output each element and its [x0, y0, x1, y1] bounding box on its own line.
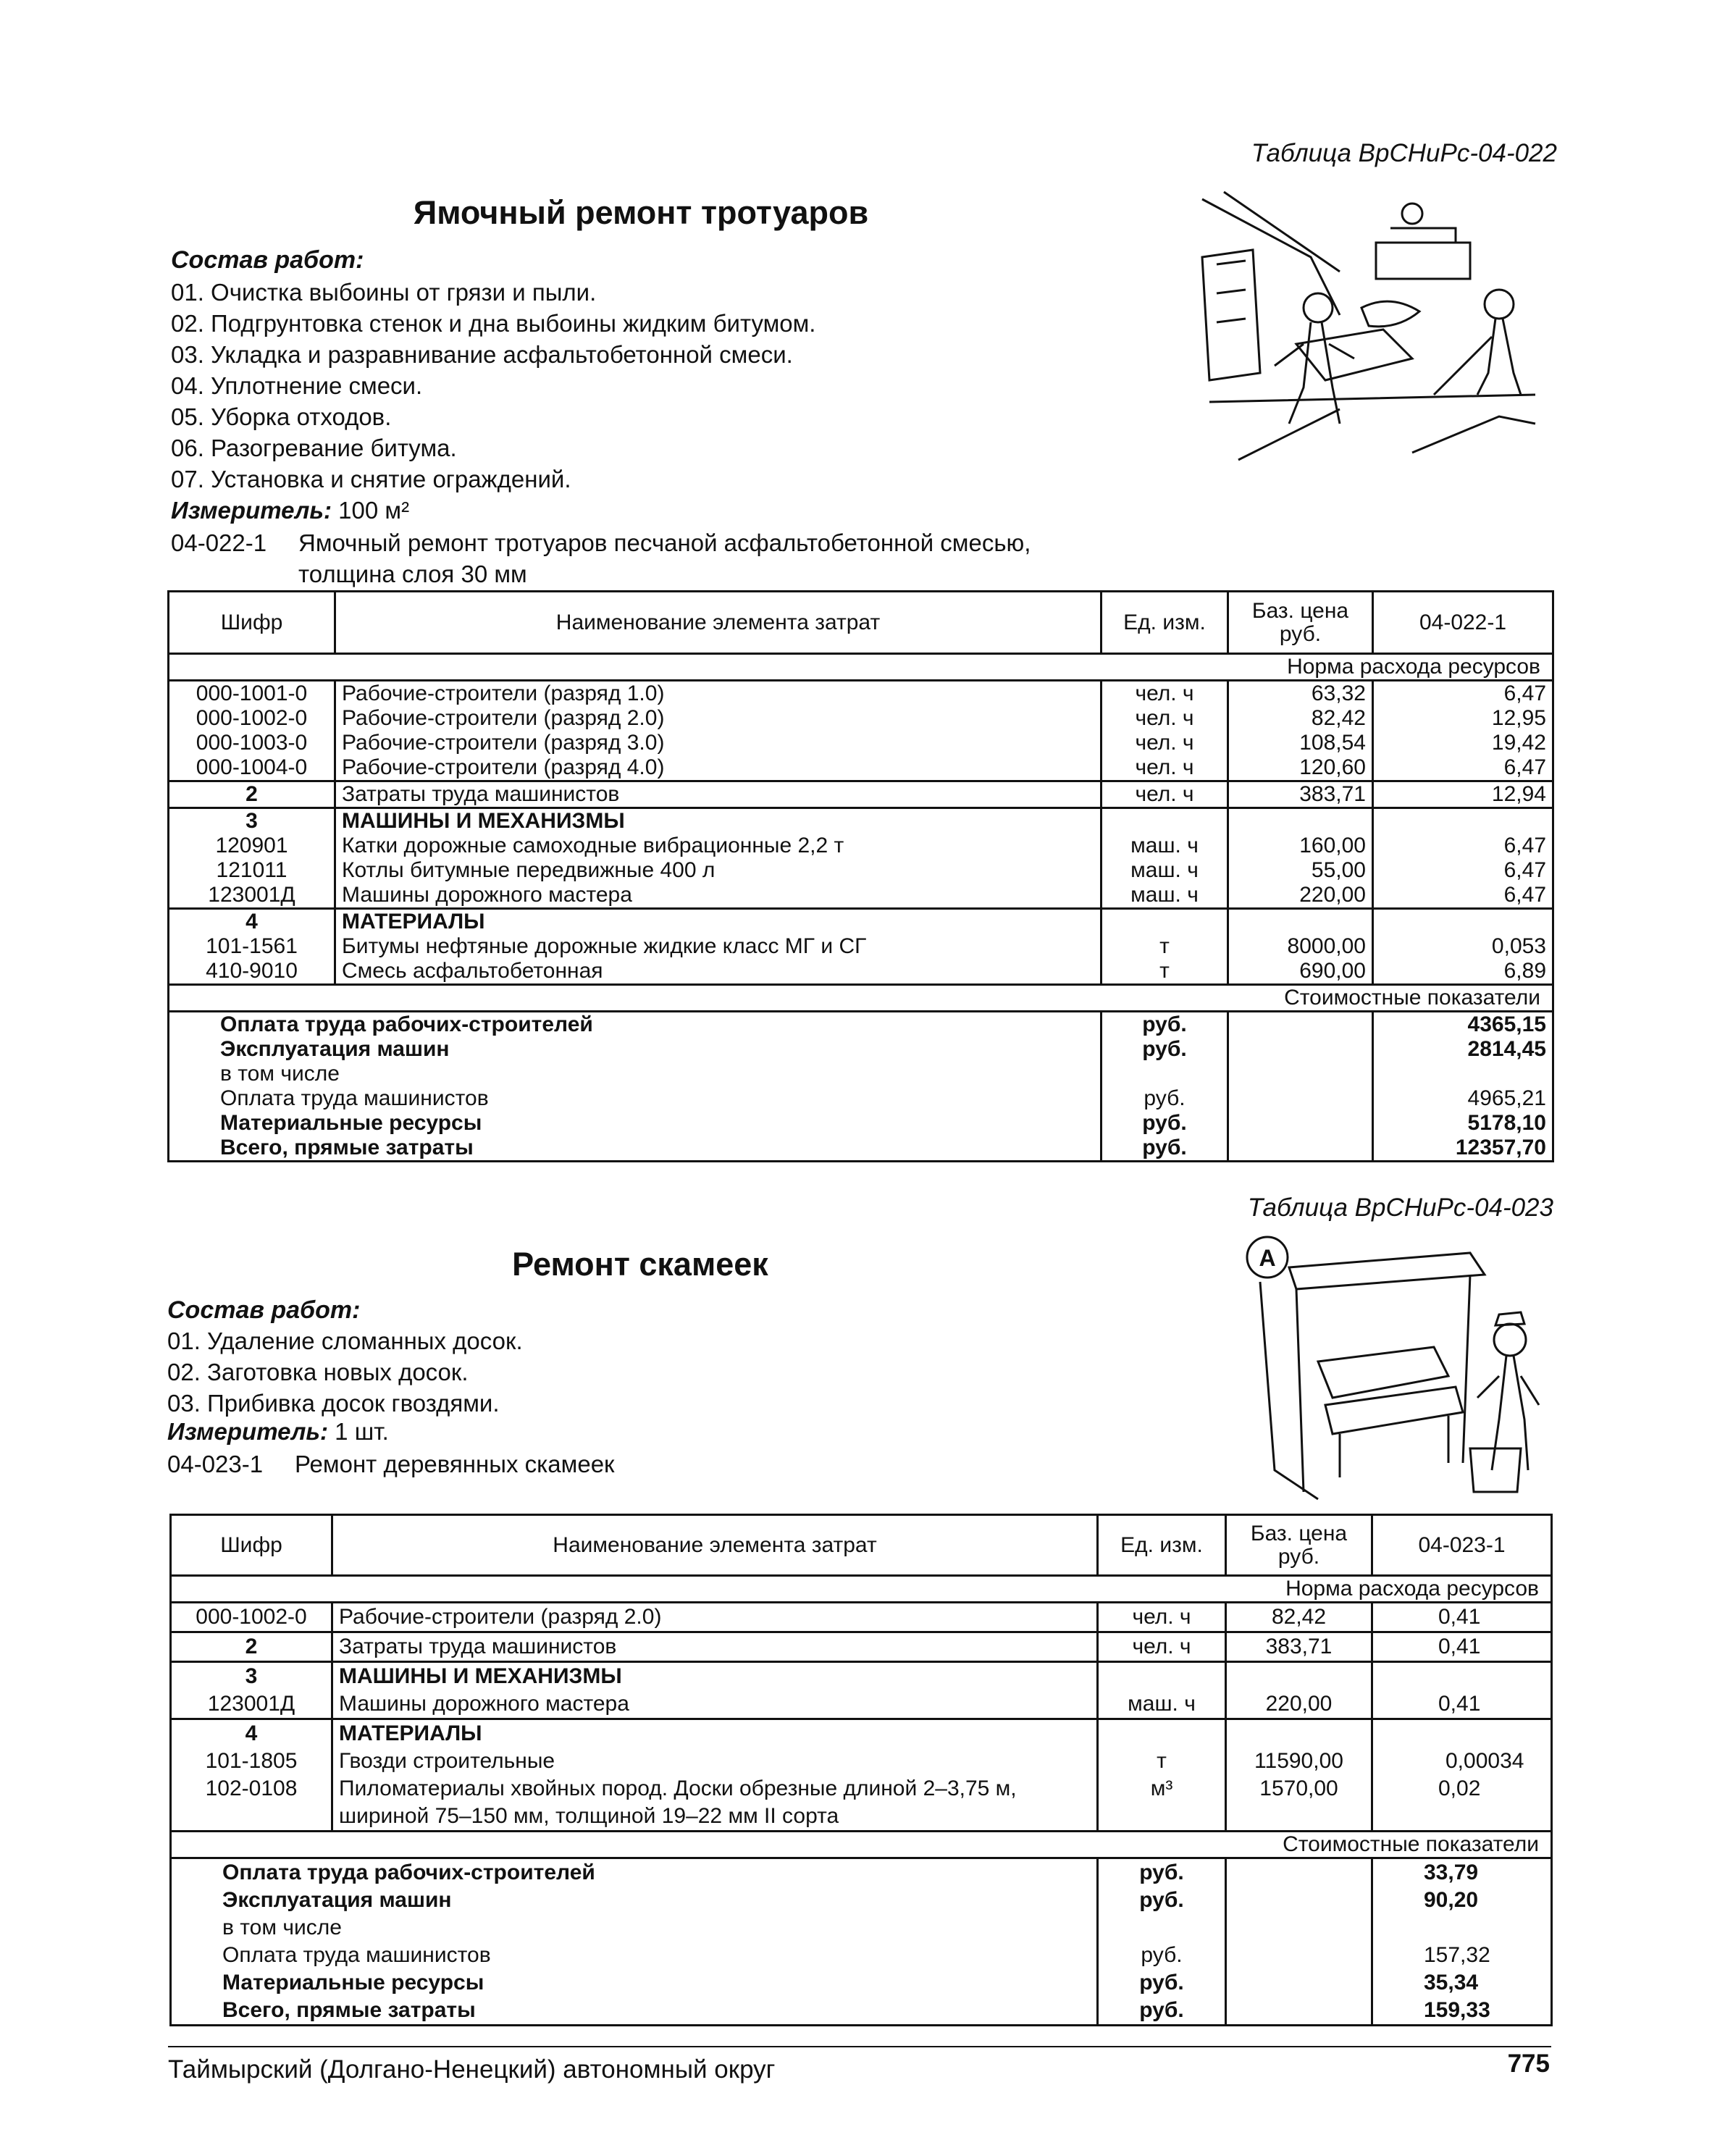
cost-row: [169, 1136, 1553, 1162]
table-row: [169, 808, 1553, 834]
header-name: Наименование элемента затрат: [335, 592, 1102, 654]
cell-unit: чел. ч: [1102, 706, 1228, 731]
cell-price: 82,42: [1228, 706, 1373, 731]
header-name: Наименование элемента затрат: [332, 1515, 1098, 1576]
cost-row: [171, 1969, 1552, 1997]
cost-row: [169, 1037, 1553, 1062]
cost-unit: руб.: [1102, 1037, 1228, 1062]
table-row: [169, 681, 1553, 707]
cost-name: в том числе: [169, 1062, 1102, 1086]
table-row: [171, 1603, 1552, 1632]
cost-value: 33,79: [1372, 1858, 1552, 1887]
cost-label: Стоимостные показатели: [169, 985, 1553, 1012]
cost-name: Всего, прямые затраты: [169, 1136, 1102, 1162]
cell-price: 1570,00: [1226, 1775, 1372, 1832]
resource-table: [167, 590, 1554, 1162]
cell-value: 12,94: [1373, 781, 1553, 808]
cost-row: [169, 1111, 1553, 1136]
table-row: [169, 883, 1553, 909]
cell-price: [1228, 808, 1373, 834]
table-row: [169, 781, 1553, 808]
cell-name: Рабочие-строители (разряд 2.0): [332, 1603, 1098, 1632]
table-row: [169, 934, 1553, 959]
cell-name: Пиломатериалы хвойных пород. Доски обрезные длиной 2–3,75 м, шириной 75–150 мм, толщиной 19–22 мм II сорта: [332, 1775, 1098, 1832]
resource-table: [169, 1514, 1553, 2026]
cell-name: МАШИНЫ И МЕХАНИЗМЫ: [332, 1662, 1098, 1691]
cell-price: 11590,00: [1226, 1748, 1372, 1775]
cost-value: 4965,21: [1373, 1086, 1553, 1111]
rate-code: 04-022-1: [171, 529, 267, 556]
table-row: [169, 706, 1553, 731]
table-header: [169, 592, 1553, 654]
cost-row: [169, 1086, 1553, 1111]
cell-name: Гвозди строительные: [332, 1748, 1098, 1775]
cost-empty: [1226, 1969, 1372, 1997]
cost-row: [171, 1942, 1552, 1969]
cell-price: 160,00: [1228, 834, 1373, 858]
cost-row: [171, 1914, 1552, 1942]
cell-value: 6,47: [1373, 834, 1553, 858]
cost-section-row: [171, 1832, 1552, 1858]
cell-price: 63,32: [1228, 681, 1373, 707]
meter: [171, 497, 409, 524]
cost-value: [1373, 1062, 1553, 1086]
cell-name: Смесь асфальтобетонная: [335, 959, 1102, 985]
cost-value: [1372, 1914, 1552, 1942]
cell-value: 0,41: [1372, 1632, 1552, 1662]
composition-item: 06. Разогревание битума.: [171, 435, 457, 461]
section-title: Ремонт скамеек: [512, 1246, 768, 1283]
composition-item: 01. Удаление сломанных досок.: [167, 1327, 523, 1354]
composition-label: Состав работ:: [171, 246, 364, 274]
cell-code: 123001Д: [169, 883, 335, 909]
cell-value: 19,42: [1373, 731, 1553, 755]
cost-name: Оплата труда рабочих-строителей: [169, 1012, 1102, 1038]
footer-divider: [168, 2046, 1551, 2047]
cell-code: 120901: [169, 834, 335, 858]
cell-price: [1228, 909, 1373, 935]
composition-item: 05. Уборка отходов.: [171, 403, 392, 430]
header-rate: 04-023-1: [1372, 1515, 1552, 1576]
cell-unit: [1098, 1719, 1226, 1748]
table-number: Таблица ВрСНиРс-04-023: [1247, 1194, 1553, 1222]
cost-row: [171, 1997, 1552, 2026]
composition-item: 07. Установка и снятие ограждений.: [171, 466, 571, 492]
cell-unit: чел. ч: [1098, 1632, 1226, 1662]
cost-unit: руб.: [1098, 1887, 1226, 1914]
cell-price: [1226, 1662, 1372, 1691]
cost-value: 4365,15: [1373, 1012, 1553, 1038]
table-row: [169, 731, 1553, 755]
cost-name: Оплата труда рабочих-строителей: [171, 1858, 1098, 1887]
cell-price: 690,00: [1228, 959, 1373, 985]
cost-empty: [1226, 1997, 1372, 2026]
cell-unit: т: [1102, 959, 1228, 985]
cost-value: 35,34: [1372, 1969, 1552, 1997]
cell-name: Машины дорожного мастера: [332, 1690, 1098, 1719]
cell-value: 12,95: [1373, 706, 1553, 731]
cell-code: 4: [169, 909, 335, 935]
table-row: [169, 959, 1553, 985]
cell-value: 6,47: [1373, 883, 1553, 909]
cost-name: Эксплуатация машин: [169, 1037, 1102, 1062]
cost-unit: [1102, 1062, 1228, 1086]
cell-value: 6,47: [1373, 755, 1553, 781]
header-code: Шифр: [171, 1515, 332, 1576]
section-title: Ямочный ремонт тротуаров: [413, 194, 869, 231]
cost-row: [171, 1887, 1552, 1914]
cell-name: Машины дорожного мастера: [335, 883, 1102, 909]
cost-row: [171, 1858, 1552, 1887]
cell-price: 220,00: [1226, 1690, 1372, 1719]
norm-label: Норма расхода ресурсов: [171, 1576, 1552, 1603]
cell-value: [1373, 808, 1553, 834]
meter-label: Измеритель:: [171, 497, 332, 524]
cost-empty: [1228, 1037, 1373, 1062]
cost-unit: руб.: [1102, 1086, 1228, 1111]
cell-value: 6,47: [1373, 681, 1553, 707]
header-price: Баз. цена руб.: [1228, 592, 1373, 654]
cell-price: 82,42: [1226, 1603, 1372, 1632]
cell-price: 383,71: [1226, 1632, 1372, 1662]
footer-region: Таймырский (Долгано-Ненецкий) автономный округ: [168, 2055, 776, 2084]
table-row: [169, 834, 1553, 858]
cost-row: [169, 1012, 1553, 1038]
table-row: [171, 1632, 1552, 1662]
cell-unit: чел. ч: [1098, 1603, 1226, 1632]
table-row: [171, 1690, 1552, 1719]
cell-unit: [1098, 1662, 1226, 1691]
table-row: [171, 1748, 1552, 1775]
table-row: [169, 909, 1553, 935]
cost-name: Оплата труда машинистов: [171, 1942, 1098, 1969]
cell-code: 123001Д: [171, 1690, 332, 1719]
cell-code: 101-1561: [169, 934, 335, 959]
cell-value: 0,053: [1373, 934, 1553, 959]
rate-name: Ремонт деревянных скамеек: [295, 1451, 615, 1477]
composition-item: 03. Прибивка досок гвоздями.: [167, 1390, 500, 1417]
cost-value: 2814,45: [1373, 1037, 1553, 1062]
cell-code: 3: [171, 1662, 332, 1691]
cell-code: 101-1805: [171, 1748, 332, 1775]
cell-unit: маш. ч: [1102, 834, 1228, 858]
cell-price: 8000,00: [1228, 934, 1373, 959]
cell-unit: маш. ч: [1098, 1690, 1226, 1719]
cell-unit: чел. ч: [1102, 681, 1228, 707]
cell-name: Затраты труда машинистов: [332, 1632, 1098, 1662]
cost-unit: руб.: [1102, 1012, 1228, 1038]
header-unit: Ед. изм.: [1102, 592, 1228, 654]
cell-value: 0,41: [1372, 1603, 1552, 1632]
cell-unit: т: [1102, 934, 1228, 959]
cost-unit: руб.: [1102, 1136, 1228, 1162]
table-row: [171, 1775, 1552, 1832]
cost-value: 90,20: [1372, 1887, 1552, 1914]
cost-unit: [1098, 1914, 1226, 1942]
cost-label: Стоимостные показатели: [171, 1832, 1552, 1858]
cost-name: Оплата труда машинистов: [169, 1086, 1102, 1111]
cell-name: Катки дорожные самоходные вибрационные 2,2 т: [335, 834, 1102, 858]
cell-name: Затраты труда машинистов: [335, 781, 1102, 808]
cell-price: 220,00: [1228, 883, 1373, 909]
composition-list: [171, 277, 815, 495]
table-row: [171, 1662, 1552, 1691]
cost-name: Материальные ресурсы: [169, 1111, 1102, 1136]
cost-unit: руб.: [1102, 1111, 1228, 1136]
cell-name: Рабочие-строители (разряд 4.0): [335, 755, 1102, 781]
cell-code: 121011: [169, 858, 335, 883]
cell-value: 6,89: [1373, 959, 1553, 985]
meter-label: Измеритель:: [167, 1418, 328, 1445]
composition-item: 03. Укладка и разравнивание асфальтобетонной смеси.: [171, 341, 793, 368]
cell-value: 0,00034: [1372, 1748, 1552, 1775]
illustration-letter: A: [1259, 1245, 1276, 1271]
cell-code: 000-1001-0: [169, 681, 335, 707]
cost-unit: руб.: [1098, 1858, 1226, 1887]
cost-name: Материальные ресурсы: [171, 1969, 1098, 1997]
norm-label: Норма расхода ресурсов: [169, 654, 1553, 681]
cell-value: 0,02: [1372, 1775, 1552, 1832]
cell-name: Рабочие-строители (разряд 3.0): [335, 731, 1102, 755]
cell-code: 000-1004-0: [169, 755, 335, 781]
cost-value: 5178,10: [1373, 1111, 1553, 1136]
cost-empty: [1228, 1012, 1373, 1038]
table-row: [171, 1719, 1552, 1748]
bench-repair-illustration: [1231, 1231, 1550, 1506]
cell-name: Рабочие-строители (разряд 2.0): [335, 706, 1102, 731]
composition-item: 04. Уплотнение смеси.: [171, 372, 423, 399]
rate-name: Ямочный ремонт тротуаров песчаной асфальтобетонной смесью,: [298, 529, 1031, 556]
rate-code: 04-023-1: [167, 1451, 264, 1477]
composition-item: 02. Заготовка новых досок.: [167, 1359, 469, 1385]
cost-empty: [1226, 1887, 1372, 1914]
cost-section-row: [169, 985, 1553, 1012]
cell-name: Рабочие-строители (разряд 1.0): [335, 681, 1102, 707]
cell-unit: чел. ч: [1102, 781, 1228, 808]
cell-unit: [1102, 808, 1228, 834]
cost-unit: руб.: [1098, 1997, 1226, 2026]
cost-value: 157,32: [1372, 1942, 1552, 1969]
cell-value: [1373, 909, 1553, 935]
cost-empty: [1228, 1086, 1373, 1111]
cell-price: [1226, 1719, 1372, 1748]
table-row: [169, 858, 1553, 883]
header-unit: Ед. изм.: [1098, 1515, 1226, 1576]
pothole-repair-illustration: [1195, 185, 1550, 464]
cost-empty: [1226, 1942, 1372, 1969]
header-price: Баз. цена руб.: [1226, 1515, 1372, 1576]
norm-section-row: [169, 654, 1553, 681]
cell-code: 2: [171, 1632, 332, 1662]
cell-price: 120,60: [1228, 755, 1373, 781]
cell-price: 108,54: [1228, 731, 1373, 755]
header-code: Шифр: [169, 592, 335, 654]
composition-list: [167, 1325, 523, 1419]
cost-value: 159,33: [1372, 1997, 1552, 2026]
cost-empty: [1228, 1136, 1373, 1162]
cell-unit: чел. ч: [1102, 755, 1228, 781]
cost-name: в том числе: [171, 1914, 1098, 1942]
cell-name: МАТЕРИАЛЫ: [335, 909, 1102, 935]
cell-name: МАШИНЫ И МЕХАНИЗМЫ: [335, 808, 1102, 834]
table-row: [169, 755, 1553, 781]
cell-price: 55,00: [1228, 858, 1373, 883]
rate-name-cont: толщина слоя 30 мм: [298, 561, 527, 587]
cell-unit: чел. ч: [1102, 731, 1228, 755]
cell-code: 3: [169, 808, 335, 834]
rate-description: [167, 1448, 615, 1480]
composition-label: Состав работ:: [167, 1296, 361, 1324]
cell-price: 383,71: [1228, 781, 1373, 808]
cost-empty: [1226, 1858, 1372, 1887]
header-rate: 04-022-1: [1373, 592, 1553, 654]
norm-section-row: [171, 1576, 1552, 1603]
cost-empty: [1228, 1062, 1373, 1086]
rate-description: [171, 527, 1031, 590]
meter-value: 1 шт.: [335, 1418, 389, 1445]
composition-item: 02. Подгрунтовка стенок и дна выбоины жидким битумом.: [171, 310, 816, 337]
meter-value: 100 м²: [338, 497, 410, 524]
cost-empty: [1228, 1111, 1373, 1136]
cost-value: 12357,70: [1373, 1136, 1553, 1162]
cost-name: Всего, прямые затраты: [171, 1997, 1098, 2026]
cell-value: 0,41: [1372, 1690, 1552, 1719]
cost-unit: руб.: [1098, 1969, 1226, 1997]
cell-code: 4: [171, 1719, 332, 1748]
cell-code: 102-0108: [171, 1775, 332, 1832]
cell-unit: м³: [1098, 1775, 1226, 1832]
page-number: 775: [1507, 2050, 1550, 2078]
composition-item: 01. Очистка выбоины от грязи и пыли.: [171, 279, 597, 306]
cost-row: [169, 1062, 1553, 1086]
cell-unit: маш. ч: [1102, 883, 1228, 909]
cell-name: МАТЕРИАЛЫ: [332, 1719, 1098, 1748]
cell-value: [1372, 1662, 1552, 1691]
cost-unit: руб.: [1098, 1942, 1226, 1969]
cell-name: Битумы нефтяные дорожные жидкие класс МГ и СГ: [335, 934, 1102, 959]
cost-empty: [1226, 1914, 1372, 1942]
cell-code: 2: [169, 781, 335, 808]
cell-unit: т: [1098, 1748, 1226, 1775]
table-header: [171, 1515, 1552, 1576]
cell-code: 000-1002-0: [171, 1603, 332, 1632]
cell-unit: [1102, 909, 1228, 935]
cell-value: [1372, 1719, 1552, 1748]
cell-code: 000-1002-0: [169, 706, 335, 731]
cell-value: 6,47: [1373, 858, 1553, 883]
cost-name: Эксплуатация машин: [171, 1887, 1098, 1914]
cell-name: Котлы битумные передвижные 400 л: [335, 858, 1102, 883]
cell-code: 000-1003-0: [169, 731, 335, 755]
cell-code: 410-9010: [169, 959, 335, 985]
table-number: Таблица ВрСНиРс-04-022: [1251, 139, 1557, 167]
meter: [167, 1418, 389, 1446]
cell-unit: маш. ч: [1102, 858, 1228, 883]
